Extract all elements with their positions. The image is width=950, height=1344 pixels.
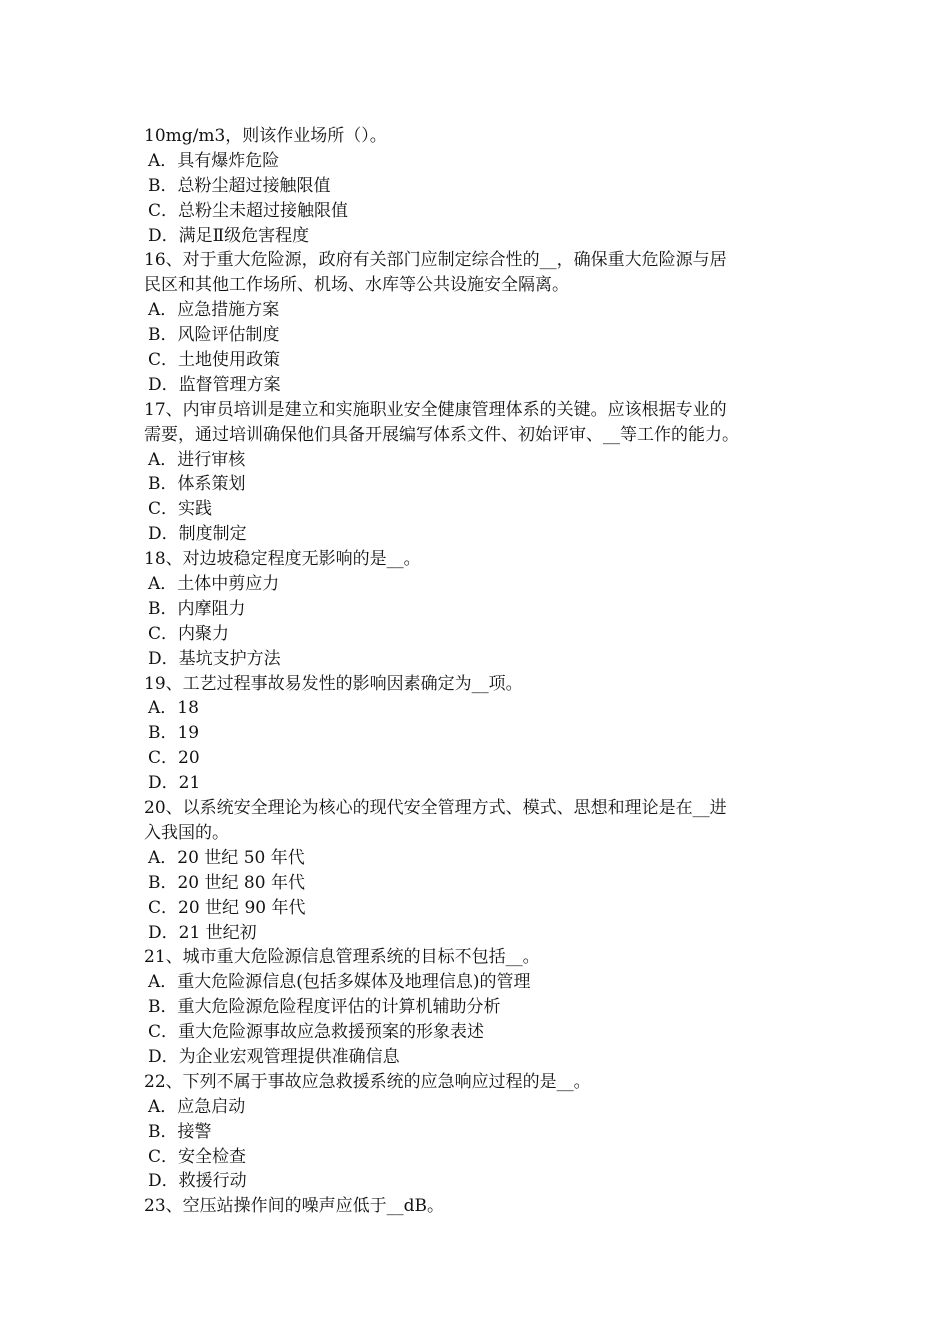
answer-option: D．满足Ⅱ级危害程度 xyxy=(148,225,310,246)
document-body xyxy=(144,124,814,1219)
answer-option: B．接警 xyxy=(148,1121,212,1142)
answer-option: C．安全检查 xyxy=(148,1146,247,1167)
answer-option: B．20 世纪 80 年代 xyxy=(148,872,305,893)
answer-option: A．20 世纪 50 年代 xyxy=(148,847,305,868)
answer-option: A．土体中剪应力 xyxy=(148,574,280,595)
question-text: 17、内审员培训是建立和实施职业安全健康管理体系的关键。应该根据专业的 xyxy=(144,399,727,420)
answer-option: A．应急措施方案 xyxy=(148,300,280,321)
text-line: 入我国的。 xyxy=(144,822,229,843)
answer-option: C．20 世纪 90 年代 xyxy=(148,897,306,918)
answer-option: C．实践 xyxy=(148,499,213,520)
answer-option: B．19 xyxy=(148,723,200,744)
question-text: 21、城市重大危险源信息管理系统的目标不包括__。 xyxy=(144,947,540,968)
text-line: 民区和其他工作场所、机场、水库等公共设施安全隔离。 xyxy=(144,275,569,296)
answer-option: B．内摩阻力 xyxy=(148,598,246,619)
answer-option: B．体系策划 xyxy=(148,474,246,495)
answer-option: A．重大危险源信息(包括多媒体及地理信息)的管理 xyxy=(148,972,531,993)
answer-option: A．进行审核 xyxy=(148,449,246,470)
question-text: 23、空压站操作间的噪声应低于__dB。 xyxy=(144,1196,445,1217)
answer-option: C．重大危险源事故应急救援预案的形象表述 xyxy=(148,1022,485,1043)
answer-option: B．风险评估制度 xyxy=(148,325,280,346)
text-line: 需要，通过培训确保他们具备开展编写体系文件、初始评审、__等工作的能力。 xyxy=(144,424,739,445)
question-text: 19、工艺过程事故易发性的影响因素确定为__项。 xyxy=(144,673,523,694)
answer-option: A．具有爆炸危险 xyxy=(148,150,280,171)
answer-option: C．内聚力 xyxy=(148,623,230,644)
question-text: 22、下列不属于事故应急救援系统的应急响应过程的是__。 xyxy=(144,1071,591,1092)
answer-option: B．重大危险源危险程度评估的计算机辅助分析 xyxy=(148,997,501,1018)
answer-option: D．基坑支护方法 xyxy=(148,648,281,669)
answer-option: D．21 xyxy=(148,773,201,794)
answer-option: D．为企业宏观管理提供准确信息 xyxy=(148,1046,400,1067)
answer-option: D．制度制定 xyxy=(148,524,247,545)
answer-option: C．总粉尘未超过接触限值 xyxy=(148,200,349,221)
answer-option: D．救援行动 xyxy=(148,1171,247,1192)
question-text: 18、对边坡稳定程度无影响的是__。 xyxy=(144,549,421,570)
answer-option: D．监督管理方案 xyxy=(148,374,281,395)
question-text: 16、对于重大危险源，政府有关部门应制定综合性的__，确保重大危险源与居 xyxy=(144,250,727,271)
answer-option: D．21 世纪初 xyxy=(148,922,257,943)
answer-option: C．土地使用政策 xyxy=(148,350,281,371)
answer-option: A．应急启动 xyxy=(148,1096,246,1117)
question-text: 20、以系统安全理论为核心的现代安全管理方式、模式、思想和理论是在__进 xyxy=(144,798,727,819)
text-line: 10mg/m3，则该作业场所（）。 xyxy=(144,126,387,146)
answer-option: B．总粉尘超过接触限值 xyxy=(148,175,331,196)
answer-option: C．20 xyxy=(148,748,200,769)
answer-option: A．18 xyxy=(148,698,199,719)
